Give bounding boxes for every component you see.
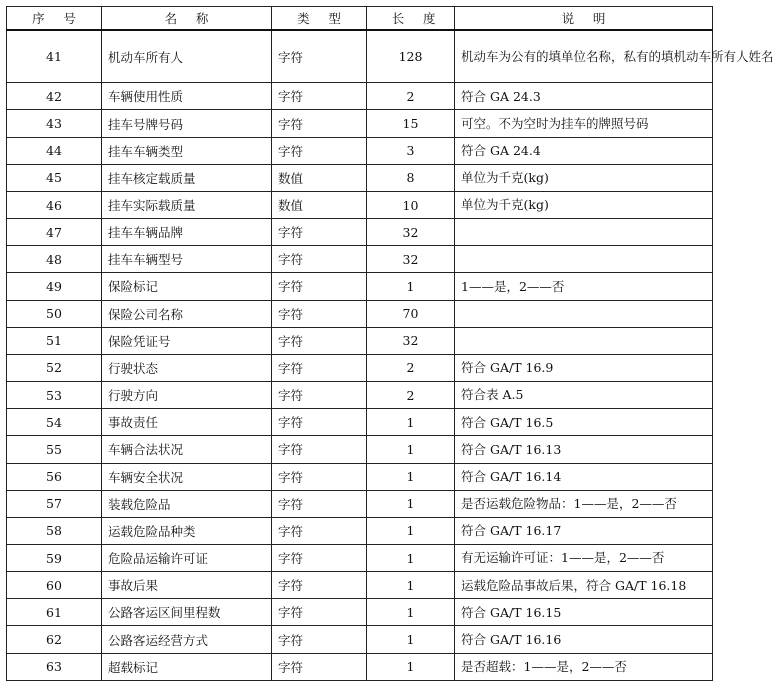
row-number: 60: [7, 572, 102, 599]
row-number: 47: [7, 219, 102, 246]
row-number: 51: [7, 327, 102, 354]
field-name: 挂车号牌号码: [102, 110, 272, 137]
field-length: 70: [367, 300, 455, 327]
field-length: 2: [367, 354, 455, 381]
field-name: 车辆安全状况: [102, 463, 272, 490]
field-length: 1: [367, 599, 455, 626]
field-description: [455, 246, 713, 273]
row-number: 63: [7, 653, 102, 680]
field-description: 符合 GA/T 16.17: [455, 517, 713, 544]
table-row: [7, 382, 713, 409]
row-number: 57: [7, 490, 102, 517]
field-description: 符合 GA/T 16.16: [455, 626, 713, 653]
field-type: 字符: [272, 354, 367, 381]
field-name: 危险品运输许可证: [102, 544, 272, 571]
field-length: 1: [367, 544, 455, 571]
header-row: [7, 7, 713, 31]
field-name: 超载标记: [102, 653, 272, 680]
field-name: 挂车车辆品牌: [102, 219, 272, 246]
field-type: 字符: [272, 436, 367, 463]
field-name: 行驶状态: [102, 354, 272, 381]
field-name: 公路客运经营方式: [102, 626, 272, 653]
field-name: 运载危险品种类: [102, 517, 272, 544]
row-number: 62: [7, 626, 102, 653]
table-row: [7, 436, 713, 463]
row-number: 55: [7, 436, 102, 463]
row-number: 49: [7, 273, 102, 300]
field-type: 字符: [272, 300, 367, 327]
field-length: 8: [367, 164, 455, 191]
field-type: 数值: [272, 164, 367, 191]
field-description: 是否运载危险物品：1——是，2——否: [455, 490, 713, 517]
field-length: 10: [367, 191, 455, 218]
field-type: 字符: [272, 83, 367, 110]
table-row: [7, 246, 713, 273]
field-length: 128: [367, 30, 455, 83]
table-row: [7, 164, 713, 191]
row-number: 58: [7, 517, 102, 544]
field-type: 字符: [272, 137, 367, 164]
row-number: 45: [7, 164, 102, 191]
row-number: 48: [7, 246, 102, 273]
header-type: 类型: [272, 7, 367, 31]
field-type: 字符: [272, 572, 367, 599]
field-name: 事故后果: [102, 572, 272, 599]
header-name: 名称: [102, 7, 272, 31]
field-type: 字符: [272, 463, 367, 490]
field-name: 装载危险品: [102, 490, 272, 517]
row-number: 44: [7, 137, 102, 164]
field-description: 符合 GA/T 16.13: [455, 436, 713, 463]
table-row: [7, 110, 713, 137]
field-name: 行驶方向: [102, 382, 272, 409]
field-description: 符合 GA/T 16.5: [455, 409, 713, 436]
field-type: 字符: [272, 599, 367, 626]
field-description: 运载危险品事故后果，符合 GA/T 16.18: [455, 572, 713, 599]
field-name: 挂车核定载质量: [102, 164, 272, 191]
row-number: 41: [7, 30, 102, 83]
field-type: 字符: [272, 544, 367, 571]
field-description: 单位为千克(kg): [455, 164, 713, 191]
field-name: 挂车车辆类型: [102, 137, 272, 164]
table-row: [7, 300, 713, 327]
header-num: 序号: [7, 7, 102, 31]
row-number: 59: [7, 544, 102, 571]
table-row: [7, 191, 713, 218]
field-name: 保险公司名称: [102, 300, 272, 327]
table-row: [7, 653, 713, 680]
field-description: 机动车为公有的填单位名称，私有的填机动车所有人姓名: [455, 30, 713, 83]
table-row: [7, 599, 713, 626]
table-body: [7, 30, 774, 681]
table-row: [7, 544, 713, 571]
field-description: 是否超载：1——是，2——否: [455, 653, 713, 680]
field-type: 字符: [272, 30, 367, 83]
row-number: 46: [7, 191, 102, 218]
field-name: 公路客运区间里程数: [102, 599, 272, 626]
field-length: 15: [367, 110, 455, 137]
row-number: 61: [7, 599, 102, 626]
field-description: 可空。不为空时为挂车的牌照号码: [455, 110, 713, 137]
table-row: [7, 354, 713, 381]
field-type: 字符: [272, 517, 367, 544]
field-description: 符合 GA/T 16.15: [455, 599, 713, 626]
field-description: 符合 GA/T 16.14: [455, 463, 713, 490]
table-row: [7, 83, 713, 110]
field-length: 3: [367, 137, 455, 164]
field-type: 字符: [272, 246, 367, 273]
field-type: 字符: [272, 382, 367, 409]
field-length: 1: [367, 572, 455, 599]
row-number: 42: [7, 83, 102, 110]
header-description: 说明: [455, 7, 713, 31]
field-length: 1: [367, 517, 455, 544]
table-row: [7, 409, 713, 436]
field-name: 车辆使用性质: [102, 83, 272, 110]
field-description: 有无运输许可证：1——是，2——否: [455, 544, 713, 571]
field-type: 字符: [272, 327, 367, 354]
table-row: [7, 30, 713, 83]
table-row: [7, 273, 713, 300]
field-length: 32: [367, 219, 455, 246]
field-name: 挂车实际载质量: [102, 191, 272, 218]
field-length: 1: [367, 409, 455, 436]
field-type: 字符: [272, 490, 367, 517]
table-row: [7, 463, 713, 490]
field-name: 车辆合法状况: [102, 436, 272, 463]
row-number: 54: [7, 409, 102, 436]
field-type: 字符: [272, 653, 367, 680]
field-length: 2: [367, 83, 455, 110]
field-type: 字符: [272, 409, 367, 436]
row-number: 52: [7, 354, 102, 381]
field-length: 2: [367, 382, 455, 409]
field-length: 1: [367, 463, 455, 490]
table-header: [7, 7, 713, 31]
row-number: 53: [7, 382, 102, 409]
table-row: [7, 626, 713, 653]
field-name: 保险凭证号: [102, 327, 272, 354]
field-length: 1: [367, 436, 455, 463]
field-length: 32: [367, 327, 455, 354]
field-length: 1: [367, 626, 455, 653]
field-type: 字符: [272, 219, 367, 246]
field-name: 保险标记: [102, 273, 272, 300]
field-description: 符合表 A.5: [455, 382, 713, 409]
field-description: 符合 GA/T 16.9: [455, 354, 713, 381]
field-description: 1——是，2——否: [455, 273, 713, 300]
field-type: 字符: [272, 110, 367, 137]
field-description: 单位为千克(kg): [455, 191, 713, 218]
table-row: [7, 327, 713, 354]
row-number: 56: [7, 463, 102, 490]
table-row: [7, 137, 713, 164]
field-description: [455, 219, 713, 246]
field-description: [455, 300, 713, 327]
field-spec-table: [6, 6, 774, 681]
field-type: 字符: [272, 626, 367, 653]
table-row: [7, 490, 713, 517]
row-number: 50: [7, 300, 102, 327]
field-name: 事故责任: [102, 409, 272, 436]
field-length: 32: [367, 246, 455, 273]
field-name: 机动车所有人: [102, 30, 272, 83]
table-row: [7, 517, 713, 544]
table-row: [7, 572, 713, 599]
field-type: 字符: [272, 273, 367, 300]
field-type: 数值: [272, 191, 367, 218]
field-description: 符合 GA 24.3: [455, 83, 713, 110]
field-description: 符合 GA 24.4: [455, 137, 713, 164]
field-name: 挂车车辆型号: [102, 246, 272, 273]
field-length: 1: [367, 653, 455, 680]
header-length: 长度: [367, 7, 455, 31]
table-row: [7, 219, 713, 246]
row-number: 43: [7, 110, 102, 137]
field-length: 1: [367, 490, 455, 517]
field-description: [455, 327, 713, 354]
field-length: 1: [367, 273, 455, 300]
